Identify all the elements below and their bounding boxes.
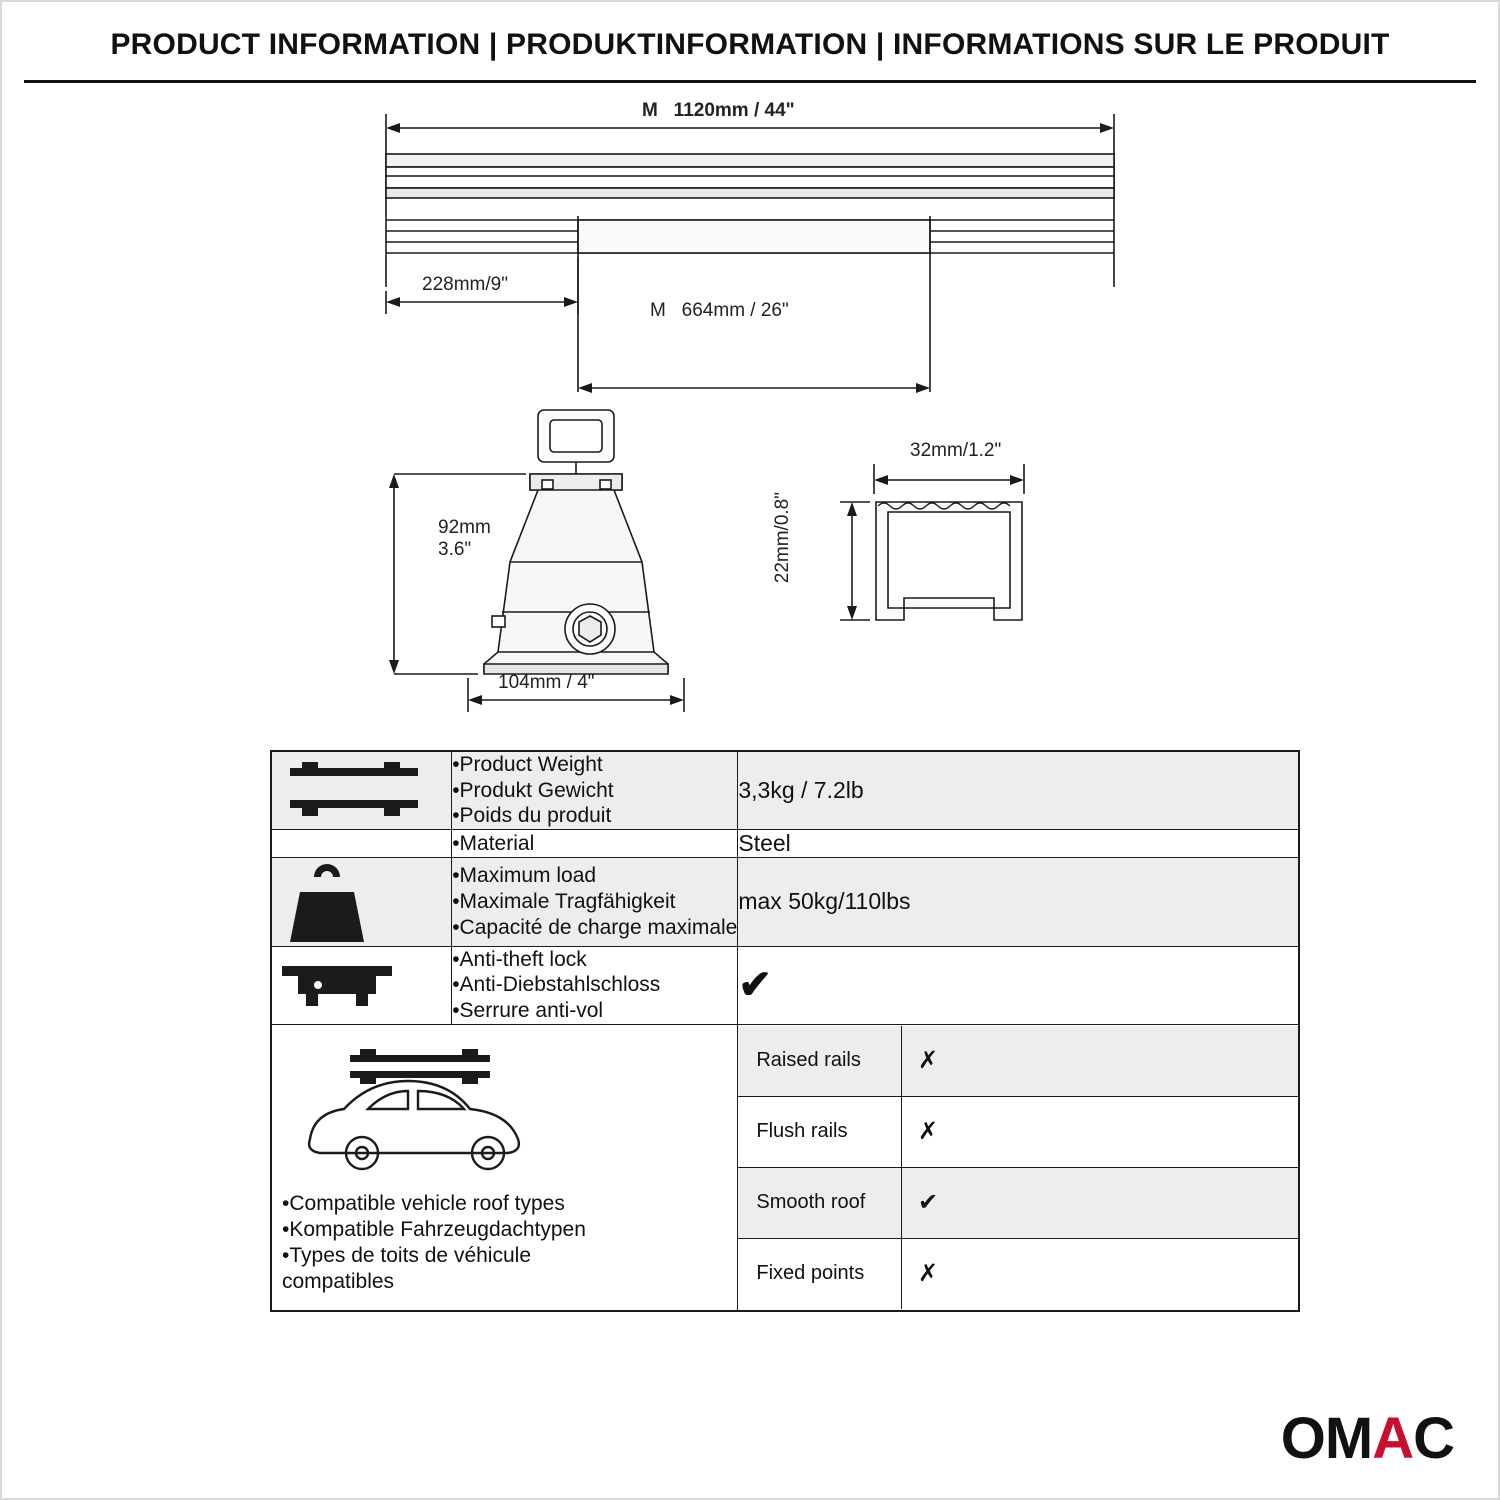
lock-foot-icon	[271, 946, 452, 1024]
logo-letter-a: A	[1372, 1406, 1414, 1471]
max-load-value: max 50kg/110lbs	[738, 857, 1299, 946]
offset-dim: 228mm/9"	[422, 274, 508, 295]
roof-type-mark-smooth: ✔	[902, 1167, 1299, 1238]
roof-type-row-smooth	[738, 1167, 1298, 1238]
table-row-max-load	[271, 857, 1299, 946]
logo-letter-m: M	[1324, 1406, 1373, 1471]
logo-letter-o: O	[1280, 1406, 1325, 1471]
weight-icon	[271, 857, 452, 946]
crossbars-icon	[271, 751, 452, 829]
logo-letter-c: C	[1413, 1406, 1454, 1471]
lock-check-mark: ✔	[738, 963, 772, 1008]
weight-label-fr: •Poids du produit	[452, 804, 612, 828]
foot-width-dim: 104mm / 4"	[498, 672, 595, 693]
compat-label-de: •Kompatible Fahrzeugdachtypen	[282, 1217, 586, 1241]
brand-logo	[1280, 1406, 1454, 1471]
bar-length-dim: M 1120mm / 44"	[642, 100, 795, 121]
lock-value	[738, 946, 1299, 1024]
compatibility-labels	[272, 1185, 737, 1310]
max-load-labels	[452, 857, 738, 946]
material-labels	[452, 829, 738, 857]
compatibility-matrix	[738, 1024, 1299, 1311]
roof-type-row-raised	[738, 1026, 1298, 1097]
specifications-table	[270, 750, 1300, 1312]
title-divider	[24, 80, 1476, 83]
table-row-weight	[271, 751, 1299, 829]
weight-label-de: •Produkt Gewicht	[452, 778, 614, 802]
roof-type-row-fixed	[738, 1238, 1298, 1309]
roof-type-row-flush	[738, 1096, 1298, 1167]
profile-height-dim: 22mm/0.8"	[772, 492, 793, 584]
compat-label-fr: •Types de toits de véhicule	[282, 1244, 531, 1268]
roof-type-mark-flush: ✗	[902, 1096, 1299, 1167]
weight-value: 3,3kg / 7.2lb	[738, 751, 1299, 829]
roof-type-name-flush: Flush rails	[738, 1096, 901, 1167]
material-icon-empty	[271, 829, 452, 857]
foot-height-dim	[438, 517, 491, 561]
roof-types-table	[738, 1026, 1298, 1309]
roof-type-mark-raised: ✗	[902, 1026, 1299, 1097]
drawing-svg	[2, 92, 1500, 732]
roof-type-name-fixed: Fixed points	[738, 1238, 901, 1309]
weight-label-en: •Product Weight	[452, 753, 603, 776]
lock-label-en: •Anti-theft lock	[452, 947, 587, 971]
max-load-label-de: •Maximale Tragfähigkeit	[452, 890, 676, 914]
weight-labels	[452, 751, 738, 829]
max-load-label-en: •Maximum load	[452, 864, 597, 888]
table-row-lock	[271, 946, 1299, 1024]
car-with-rack-icon	[272, 1025, 737, 1185]
lock-label-de: •Anti-Diebstahlschloss	[452, 973, 661, 997]
material-value: Steel	[738, 829, 1299, 857]
page-title: PRODUCT INFORMATION | PRODUKTINFORMATION | INFORMATIONS SUR LE PRODUIT	[110, 28, 1390, 61]
lock-labels	[452, 946, 738, 1024]
material-label-en: •Material	[452, 831, 535, 855]
lock-label-fr: •Serrure anti-vol	[452, 999, 604, 1023]
foot-height-in: 3.6"	[438, 539, 472, 560]
roof-type-mark-fixed: ✗	[902, 1238, 1299, 1309]
compat-label-fr2: compatibles	[282, 1270, 395, 1294]
compatibility-info	[271, 1024, 738, 1311]
foot-height-mm: 92mm	[438, 517, 491, 538]
compat-label-en: •Compatible vehicle roof types	[282, 1191, 565, 1215]
profile-width-dim: 32mm/1.2"	[910, 440, 1002, 461]
max-load-label-fr: •Capacité de charge maximale	[452, 915, 738, 939]
table-row-compatibility	[271, 1024, 1299, 1311]
roof-type-name-raised: Raised rails	[738, 1026, 901, 1097]
table-row-material	[271, 829, 1299, 857]
technical-drawing	[2, 92, 1500, 732]
roof-type-name-smooth: Smooth roof	[738, 1167, 901, 1238]
span-dim: M 664mm / 26"	[650, 300, 789, 321]
